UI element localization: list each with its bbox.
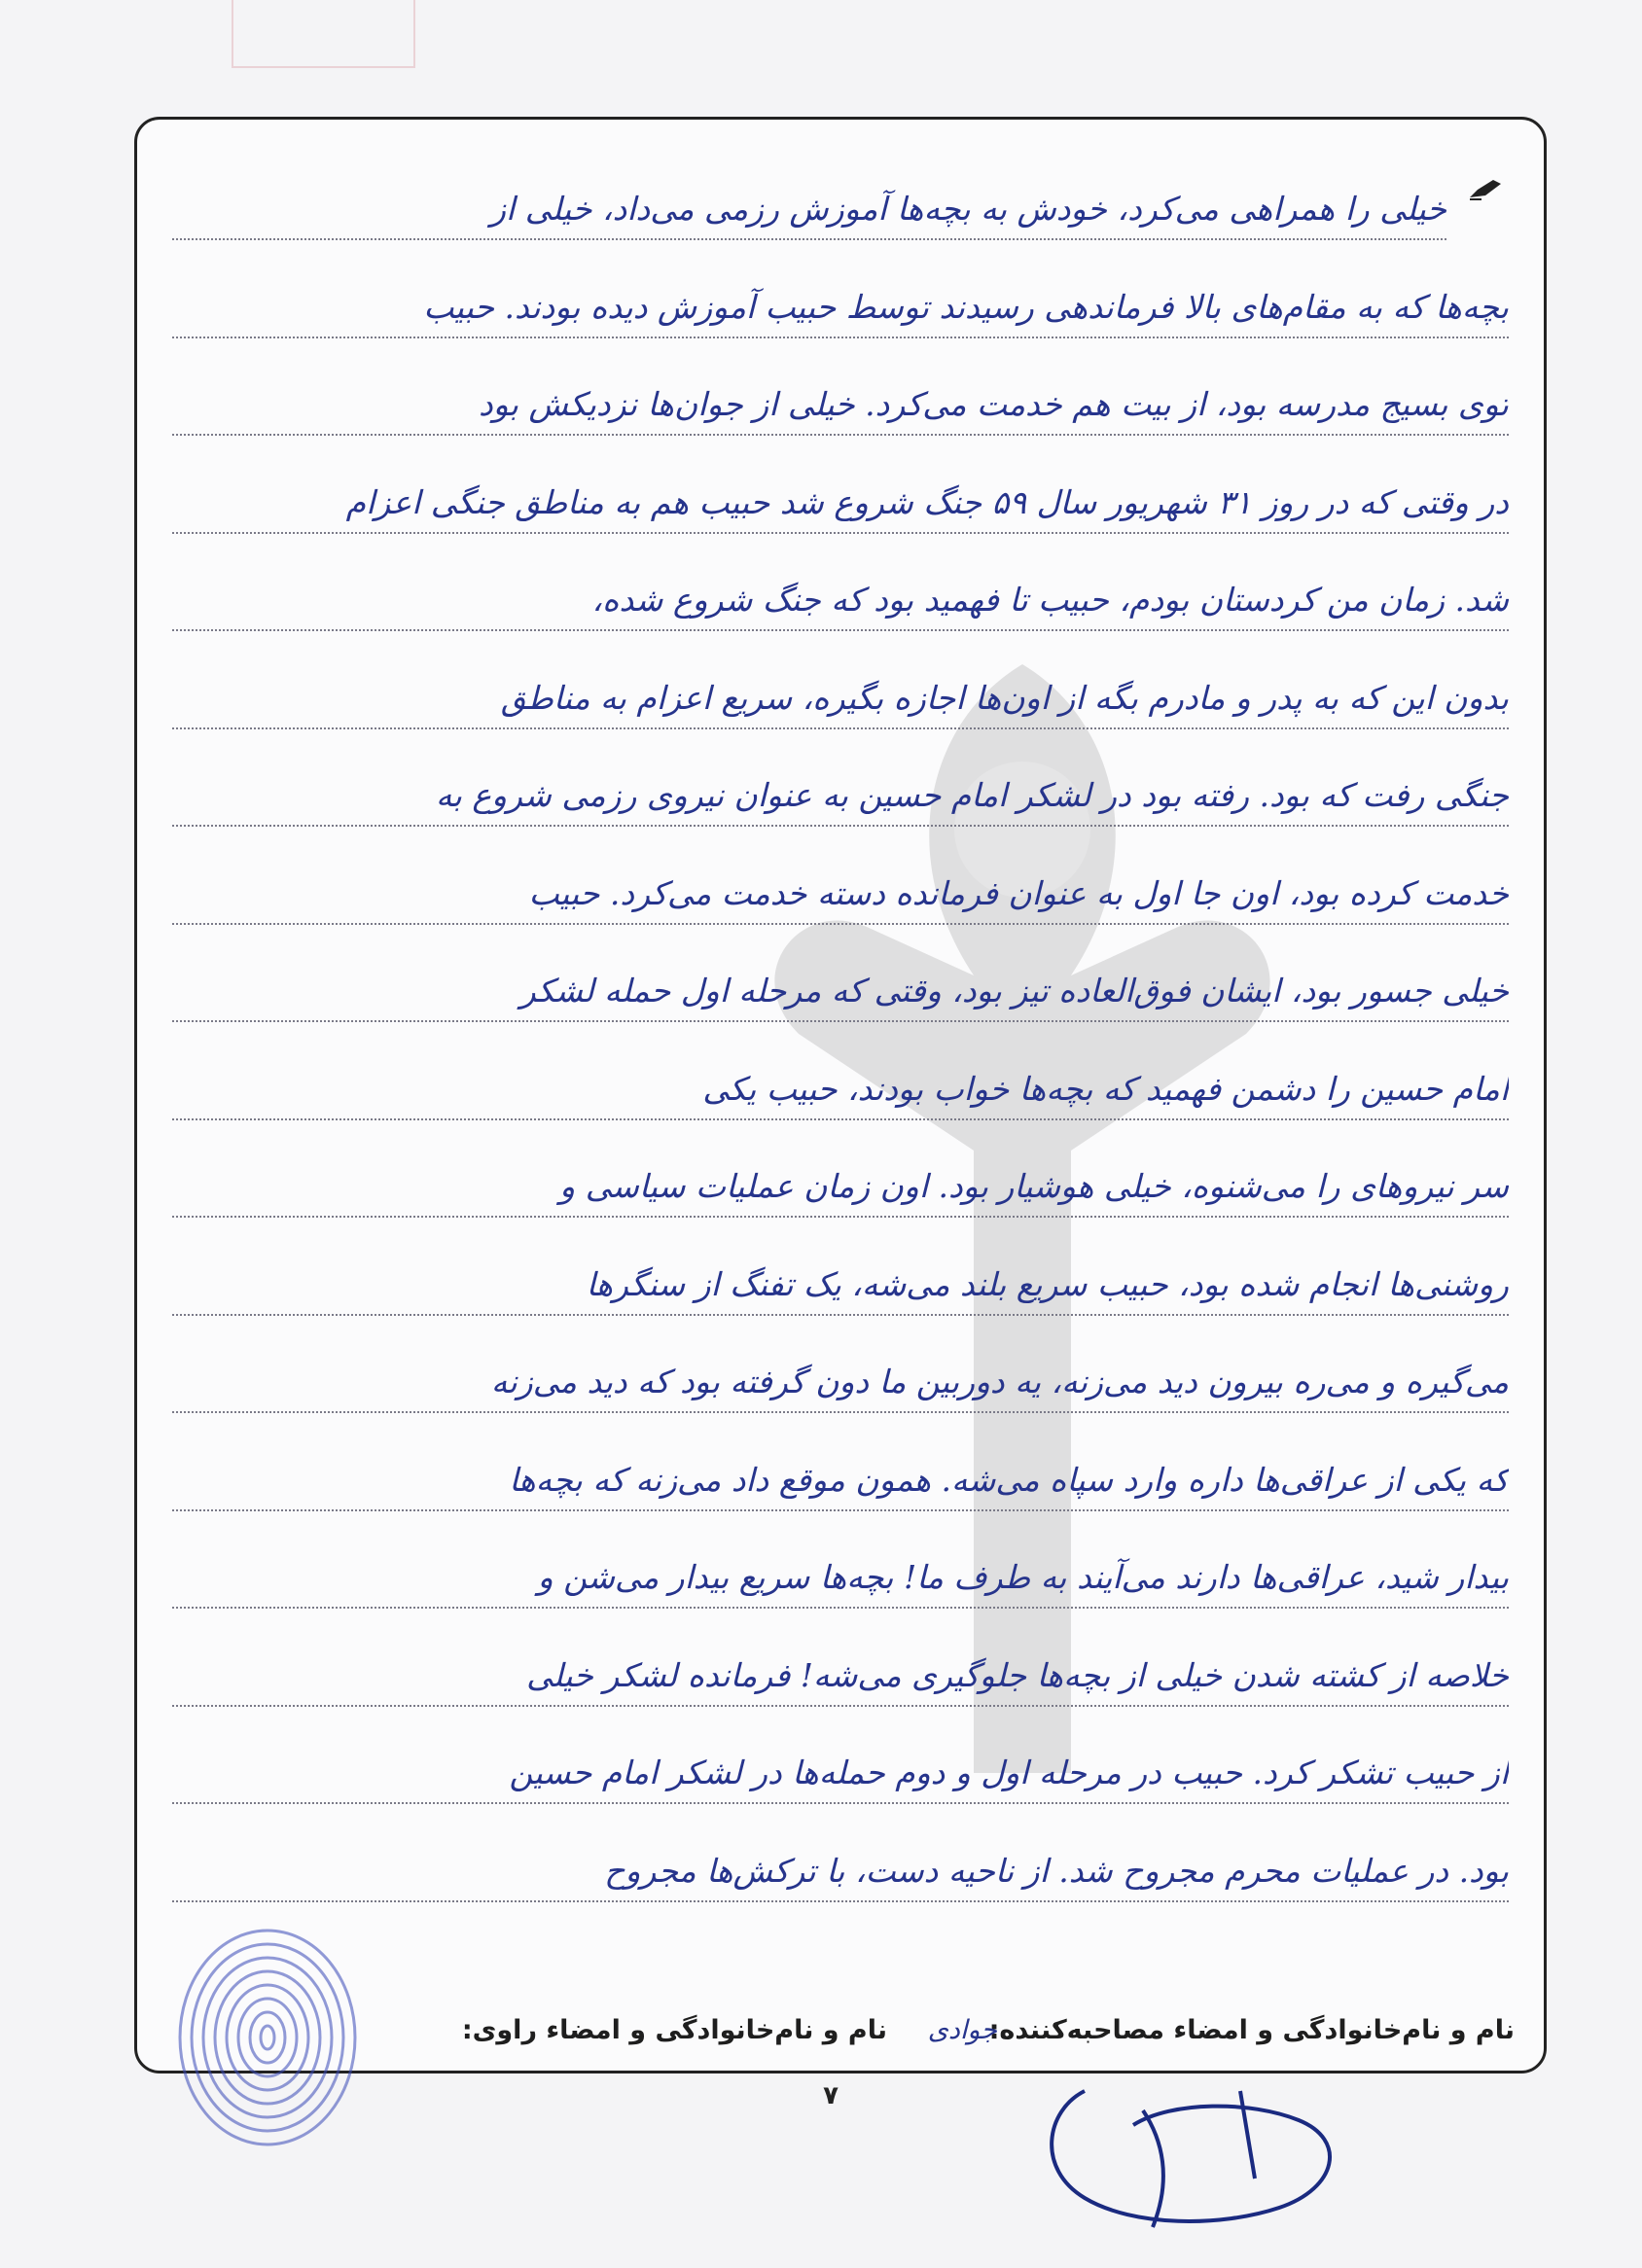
text-line: بیدار شید، عراقی‌ها دارند می‌آیند به طرف ما! بچه‌ها سریع بیدار می‌شن و [172,1548,1509,1609]
text-line: در وقتی که در روز ۳۱ شهریور سال ۵۹ جنگ شروع شد حبیب هم به مناطق جنگی اعزام [172,474,1509,534]
text-line: که یکی از عراقی‌ها داره وارد سپاه می‌شه. همون موقع داد می‌زنه که بچه‌ها [172,1451,1509,1511]
narrator-label: نام و نام‌خانوادگی و امضاء راوی: [461,2015,887,2045]
interviewer-label: نام و نام‌خانوادگی و امضاء مصاحبه‌کننده: [988,2015,1515,2045]
interviewer-signature: جوادی [927,2015,997,2045]
text-line: خیلی جسور بود، ایشان فوق‌العاده تیز بود، وقتی که مرحله اول حمله لشکر [172,962,1509,1022]
text-line: توی بسیج مدرسه بود، از بیت هم خدمت می‌کرد. خیلی از جوان‌ها نزدیکش بود [172,375,1509,436]
text-line: خدمت کرده بود، اون جا اول به عنوان فرمانده دسته خدمت می‌کرد. حبیب [172,865,1509,925]
fingerprint [170,1921,365,2154]
text-line: شد. زمان من کردستان بودم، حبیب تا فهمید بود که جنگ شروع شده، [172,571,1509,631]
text-line: خیلی را همراهی می‌کرد، خودش به بچه‌ها آموزش رزمی می‌داد، خیلی از [172,180,1446,240]
text-line: بدون این که به پدر و مادرم بگه از اون‌ها اجازه بگیره، سریع اعزام به مناطق [172,669,1509,729]
text-line: روشنی‌ها انجام شده بود، حبیب سریع بلند می‌شه، یک تفنگ از سنگرها [172,1256,1509,1316]
text-line: بود. در عملیات محرم مجروح شد. از ناحیه دست، با ترکش‌ها مجروح [172,1842,1509,1902]
text-line: می‌گیره و می‌ره بیرون دید می‌زنه، یه دوربین ما دون گرفته بود که دید می‌زنه [172,1353,1509,1413]
signature [1026,2033,1347,2247]
document-frame [134,117,1547,2073]
page-number: ۷ [823,2081,839,2110]
text-line: از حبیب تشکر کرد. حبیب در مرحله اول و دوم حمله‌ها در لشکر امام حسین [172,1744,1509,1804]
text-line: سر نیروهای را می‌شنوه، خیلی هوشیار بود. اون زمان عملیات سیاسی و [172,1157,1509,1218]
stamp [232,0,415,68]
text-line: جنگی رفت که بود. رفته بود در لشکر امام حسین به عنوان نیروی رزمی شروع به [172,766,1509,827]
text-line: خلاصه از کشته شدن خیلی از بچه‌ها جلوگیری می‌شه! فرمانده لشکر خیلی [172,1647,1509,1707]
text-line: بچه‌ها که به مقام‌های بالا فرماندهی رسیدند توسط حبیب آموزش دیده بودند. حبیب [172,278,1509,338]
text-line: امام حسین را دشمن فهمید که بچه‌ها خواب بودند، حبیب یکی [172,1060,1509,1120]
pen-icon [1468,176,1505,201]
